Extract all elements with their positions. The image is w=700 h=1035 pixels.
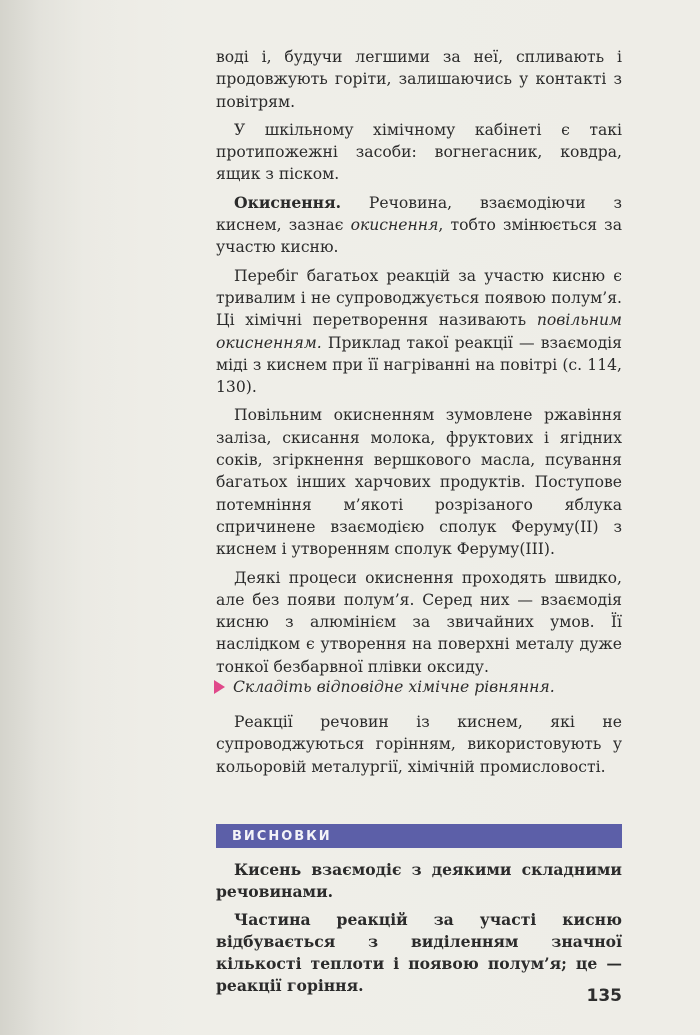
paragraph-7: [216, 711, 622, 778]
post-task-text: [216, 711, 622, 778]
task-arrow-icon: [214, 680, 225, 694]
paragraph-2: [216, 119, 622, 186]
paragraph-3-text-b: , тобто змінюється за участю кисню.: [216, 216, 622, 257]
conclusion-item: [216, 909, 622, 998]
conclusions-header-bar: [216, 824, 622, 848]
paragraph-5-text: Повільним окисненням зумовлене ржавіння заліза, скисання молока, фруктових і ягідних соків, згіркнення вершкового масла, псування багатьох інших харчових продуктів. Поступове потемніння м’якоті розрізаного яблука спричинене взаємодією сполук Феруму(II) з киснем і утворенням сполук Феруму(III).: [216, 406, 622, 559]
paragraph-3-text-a: Речовина, взаємодіючи з киснем, зазнає: [216, 193, 622, 235]
term-oxidation: окиснення: [350, 216, 439, 235]
task-text: Складіть відповідне хімічне рівняння.: [233, 678, 555, 696]
term-oxidation-heading: Окиснення.: [234, 192, 342, 212]
conclusion-item: [216, 859, 622, 904]
paragraph-1-text: воді і, будучи легшими за неї, спливають і продовжують горіти, залишаючись у контакті з повітрям.: [216, 48, 622, 111]
paragraph-4-text-a: Перебіг багатьох реакцій за участю кисню є тривалим і не супроводжується появою полум’я. Ці хімічні перетворення називають: [216, 266, 622, 330]
paragraph-4: [216, 265, 622, 399]
conclusion-item-2-text: Частина реакцій за участі кисню відбувається з виділенням значної кількості теплоти і появою полум’я; це — реакції горіння.: [216, 909, 622, 996]
conclusions-block: [216, 859, 622, 1003]
conclusion-item-1-text: Кисень взаємодіє з деякими складними речовинами.: [216, 860, 622, 902]
task-instruction: [214, 676, 634, 698]
paragraph-2-text: У шкільному хімічному кабінеті є такі протипожежні засоби: вогнегасник, ковдра, ящик з піском.: [216, 120, 622, 184]
paragraph-4-text-b: Приклад такої реакції — взаємодія міді з киснем при її нагріванні на повітрі (с. 114, 130).: [216, 333, 622, 397]
main-text-column: [216, 46, 622, 684]
paragraph-5: [216, 404, 622, 560]
paragraph-1: [216, 46, 622, 113]
paragraph-6: [216, 567, 622, 678]
page-number: 135: [586, 986, 622, 1006]
paragraph-3: [216, 192, 622, 259]
paragraph-7-text: Реакції речовин із киснем, які не супроводжуються горінням, використовують у кольоровій металургії, хімічній промисловості.: [216, 713, 622, 776]
conclusions-title: ВИСНОВКИ: [232, 828, 332, 844]
binding-shadow: [0, 0, 140, 1035]
paragraph-6-text: Деякі процеси окиснення проходять швидко, але без появи полум’я. Серед них — взаємодія кисню з алюмінієм за звичайних умов. Її наслідком є утворення на поверхні металу дуже тонкої безбарвної плівки оксиду.: [216, 568, 622, 676]
term-slow-oxidation: повільним окисненням.: [216, 311, 622, 352]
